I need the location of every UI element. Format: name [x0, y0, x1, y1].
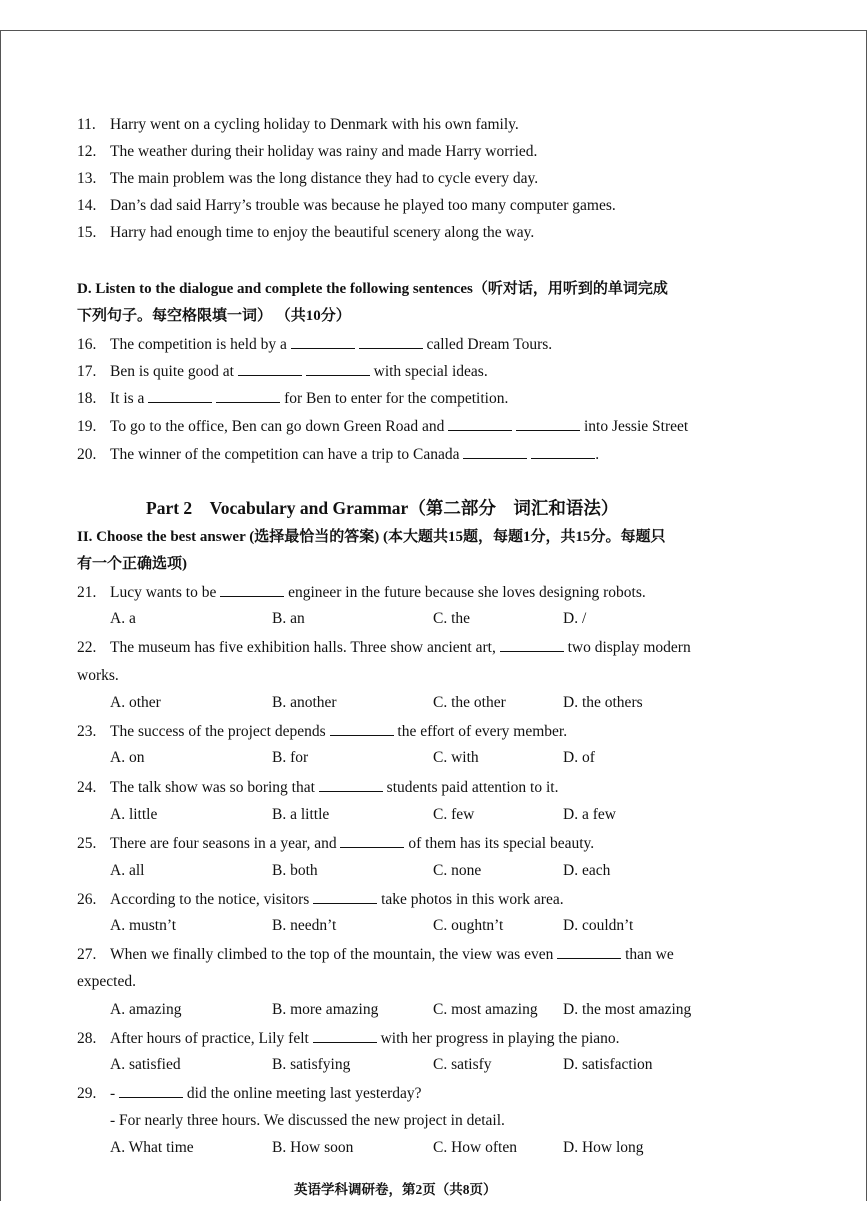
option-b[interactable]: B. satisfying: [272, 1056, 351, 1073]
answer-blank[interactable]: [313, 1028, 377, 1043]
option-c[interactable]: C. the: [433, 610, 471, 627]
answer-blank[interactable]: [557, 944, 621, 959]
option-c[interactable]: C. most amazing: [433, 1001, 538, 1018]
option-a[interactable]: A. satisfied: [110, 1056, 181, 1073]
question-14: 14. Dan’s dad said Harry’s trouble was because he played too many computer games.: [77, 197, 616, 214]
option-d[interactable]: D. each: [563, 862, 611, 879]
option-a[interactable]: A. What time: [110, 1139, 194, 1156]
option-a[interactable]: A. all: [110, 862, 145, 879]
answer-blank[interactable]: [238, 361, 302, 376]
question-27-continuation: expected.: [77, 973, 136, 990]
question-25: 25. There are four seasons in a year, and of them has its special beauty.: [77, 835, 595, 852]
answer-blank[interactable]: [119, 1083, 183, 1098]
question-28: 28. After hours of practice, Lily felt with her progress in playing the piano.: [77, 1030, 620, 1047]
question-21: 21. Lucy wants to be engineer in the future because she loves designing robots.: [77, 584, 646, 601]
option-a[interactable]: A. a: [110, 610, 136, 627]
question-27: 27. When we finally climbed to the top of the mountain, the view was even than we: [77, 946, 674, 963]
option-a[interactable]: A. mustn’t: [110, 917, 177, 934]
answer-blank[interactable]: [463, 444, 527, 459]
option-b[interactable]: B. another: [272, 694, 337, 711]
option-d[interactable]: D. of: [563, 749, 595, 766]
part2-title: Part 2 Vocabulary and Grammar（第二部分 词汇和语法）: [146, 498, 619, 518]
answer-blank[interactable]: [220, 582, 284, 597]
option-b[interactable]: B. an: [272, 610, 305, 627]
option-c[interactable]: C. none: [433, 862, 482, 879]
answer-blank[interactable]: [500, 637, 564, 652]
option-b[interactable]: B. more amazing: [272, 1001, 379, 1018]
section-ii-heading-line1: II. Choose the best answer (选择最恰当的答案) (本大题共15题，每题1分，共15分。每题只: [77, 529, 666, 545]
page-footer: 英语学科调研卷，第2页（共8页）: [294, 1182, 497, 1197]
option-a[interactable]: A. other: [110, 694, 161, 711]
option-d[interactable]: D. the most amazing: [563, 1001, 692, 1018]
answer-blank[interactable]: [531, 444, 595, 459]
option-a[interactable]: A. on: [110, 749, 145, 766]
option-b[interactable]: B. a little: [272, 806, 330, 823]
option-c[interactable]: C. with: [433, 749, 479, 766]
option-c[interactable]: C. few: [433, 806, 475, 823]
question-22: 22. The museum has five exhibition halls. Three show ancient art, two display modern: [77, 639, 691, 656]
option-d[interactable]: D. /: [563, 610, 587, 627]
question-15: 15. Harry had enough time to enjoy the beautiful scenery along the way.: [77, 224, 535, 241]
option-d[interactable]: D. the others: [563, 694, 643, 711]
option-a[interactable]: A. little: [110, 806, 158, 823]
answer-blank[interactable]: [359, 334, 423, 349]
option-c[interactable]: C. How often: [433, 1139, 517, 1156]
answer-blank[interactable]: [291, 334, 355, 349]
question-29-reply: - For nearly three hours. We discussed the new project in detail.: [110, 1112, 505, 1129]
answer-blank[interactable]: [306, 361, 370, 376]
question-17: 17. Ben is quite good at with special ideas.: [77, 363, 488, 380]
option-b[interactable]: B. for: [272, 749, 309, 766]
section-ii-heading-line2: 有一个正确选项): [77, 556, 187, 572]
question-13: 13. The main problem was the long distance they had to cycle every day.: [77, 170, 539, 187]
question-23: 23. The success of the project depends the effort of every member.: [77, 723, 568, 740]
option-d[interactable]: D. couldn’t: [563, 917, 634, 934]
option-c[interactable]: C. satisfy: [433, 1056, 492, 1073]
question-24: 24. The talk show was so boring that students paid attention to it.: [77, 779, 559, 796]
question-20: 20. The winner of the competition can have a trip to Canada .: [77, 446, 600, 463]
answer-blank[interactable]: [340, 833, 404, 848]
option-d[interactable]: D. a few: [563, 806, 616, 823]
answer-blank[interactable]: [216, 388, 280, 403]
question-18: 18. It is a for Ben to enter for the competition.: [77, 390, 509, 407]
question-16: 16. The competition is held by a called Dream Tours.: [77, 336, 553, 353]
answer-blank[interactable]: [448, 416, 512, 431]
option-a[interactable]: A. amazing: [110, 1001, 182, 1018]
answer-blank[interactable]: [319, 777, 383, 792]
question-29: 29. - did the online meeting last yesterday?: [77, 1085, 422, 1102]
section-d-heading-line2: 下列句子。每空格限填一词） （共10分）: [77, 308, 351, 324]
question-19: 19. To go to the office, Ben can go down Green Road and into Jessie Street: [77, 418, 689, 435]
question-26: 26. According to the notice, visitors take photos in this work area.: [77, 891, 564, 908]
option-b[interactable]: B. both: [272, 862, 318, 879]
option-c[interactable]: C. the other: [433, 694, 506, 711]
answer-blank[interactable]: [516, 416, 580, 431]
answer-blank[interactable]: [313, 889, 377, 904]
option-b[interactable]: B. How soon: [272, 1139, 354, 1156]
question-11: 11. Harry went on a cycling holiday to Denmark with his own family.: [77, 116, 519, 133]
answer-blank[interactable]: [330, 721, 394, 736]
option-d[interactable]: D. How long: [563, 1139, 644, 1156]
answer-blank[interactable]: [148, 388, 212, 403]
option-d[interactable]: D. satisfaction: [563, 1056, 653, 1073]
question-12: 12. The weather during their holiday was rainy and made Harry worried.: [77, 143, 538, 160]
option-b[interactable]: B. needn’t: [272, 917, 337, 934]
section-d-heading-line1: D. Listen to the dialogue and complete the following sentences（听对话，用听到的单词完成: [77, 281, 668, 297]
option-c[interactable]: C. oughtn’t: [433, 917, 504, 934]
question-22-continuation: works.: [77, 667, 119, 684]
